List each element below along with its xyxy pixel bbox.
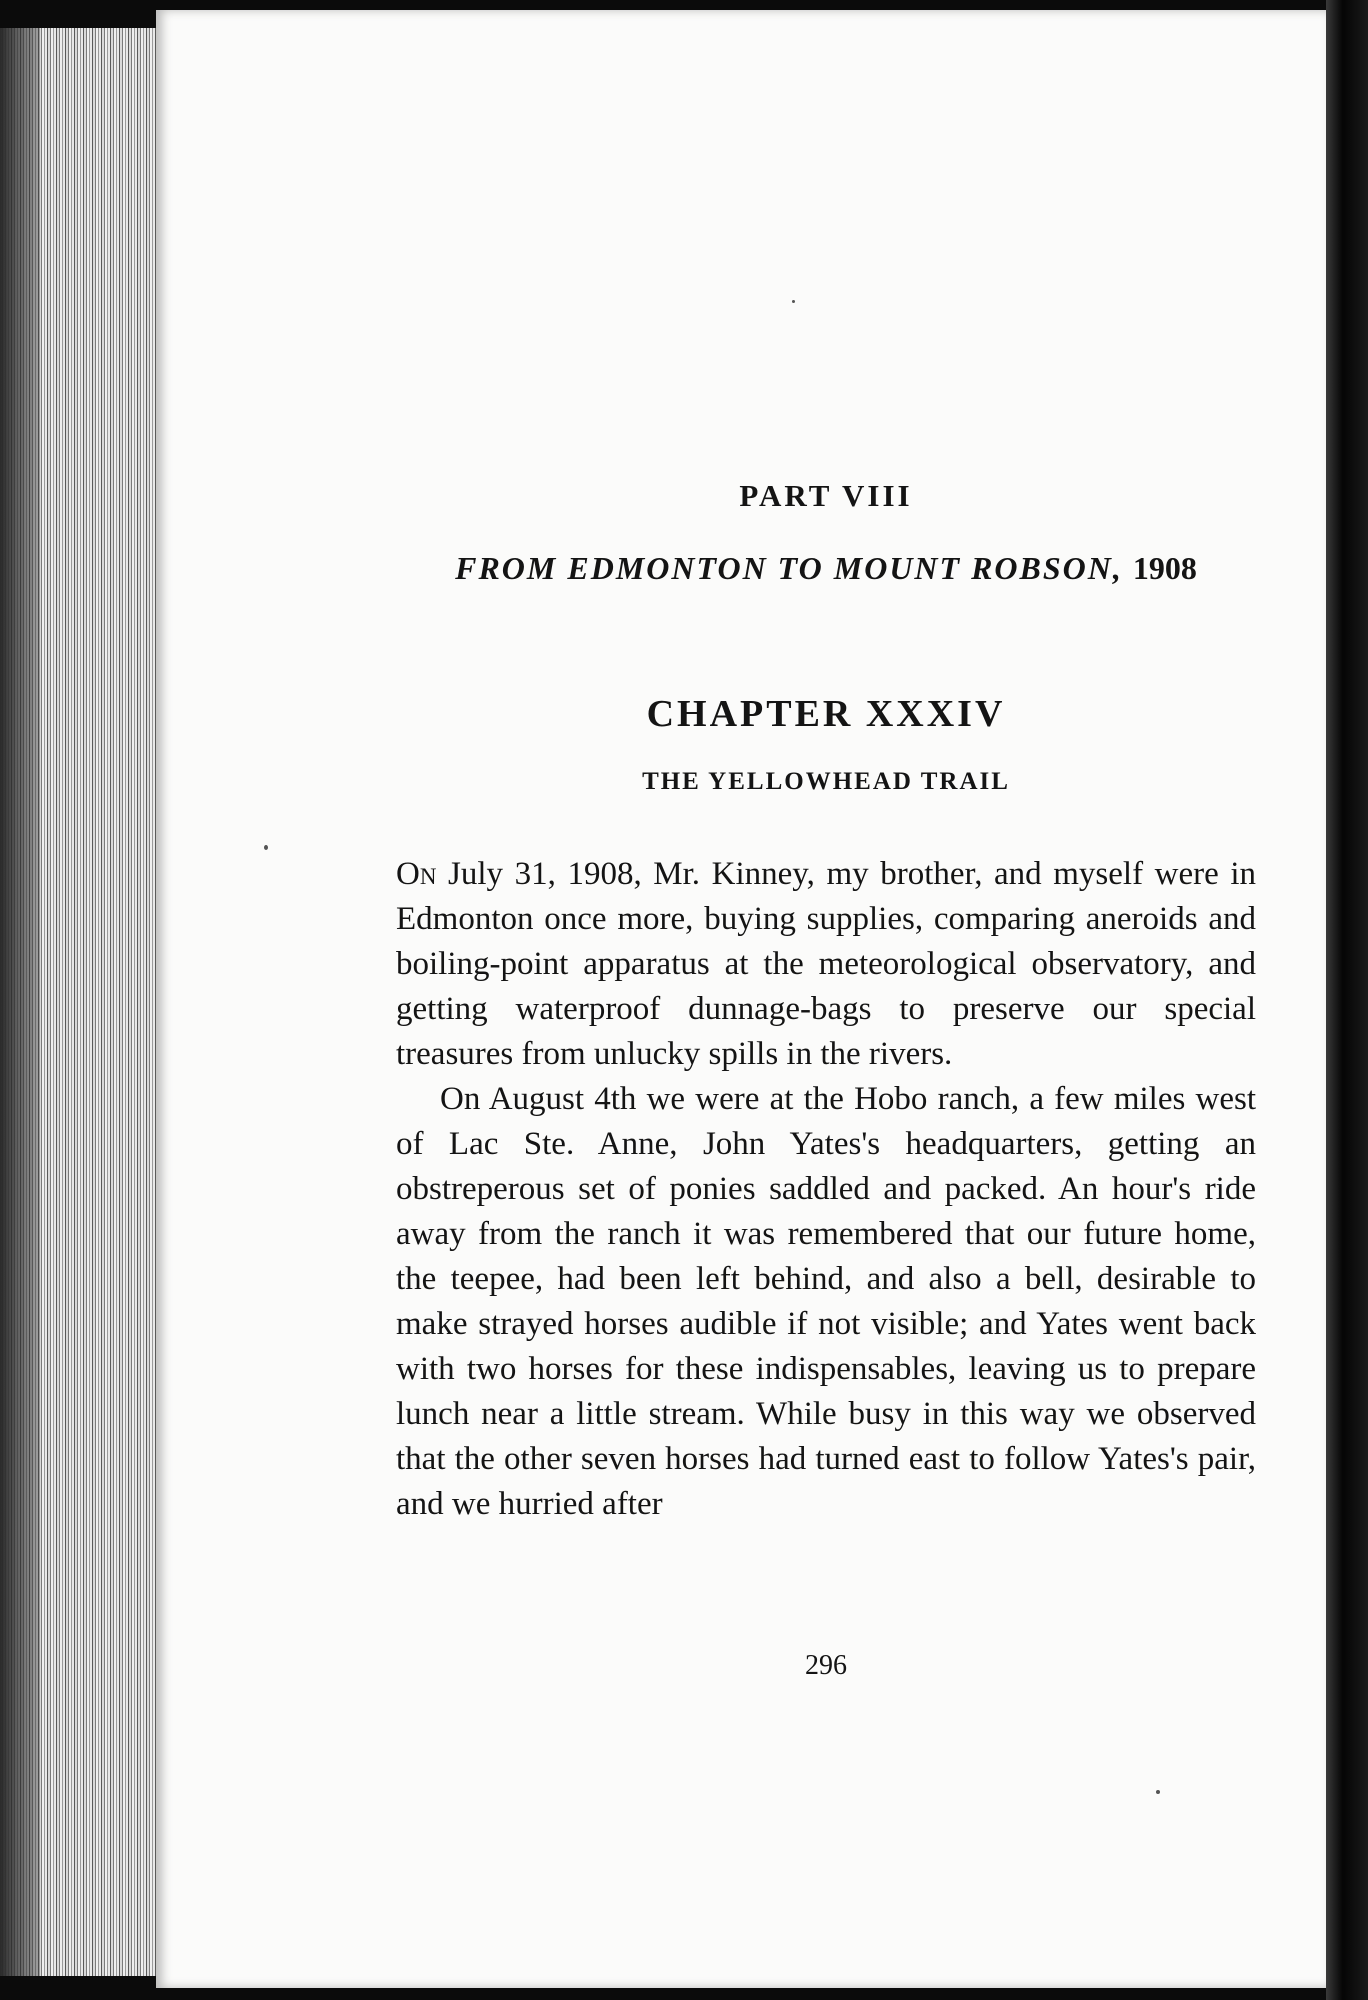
ink-speck <box>792 300 795 303</box>
page-edges-shadow <box>0 1976 168 2000</box>
page-edges-stack <box>0 0 168 2000</box>
part-subtitle-text: FROM EDMONTON TO MOUNT ROBSON, <box>455 550 1123 586</box>
right-page-edge <box>1326 0 1368 2000</box>
page-number: 296 <box>805 1650 847 1681</box>
paragraph-1-text: July 31, 1908, Mr. Kinney, my brother, and myself were in Edmonton once more, buying supplies, comparing aneroids and boiling-point apparatus at the meteorological observatory, and getting waterproof dunnage-bags to preserve our special treasures from unlucky spills in the rivers. <box>396 856 1257 1072</box>
paragraph-2: On August 4th we were at the Hobo ranch, a few miles west of Lac Ste. Anne, John Yates's headquarters, getting an obstreperous set of ponies saddled and packed. An hour's ride away from the ranch it was remembered that our future home, the teepee, had been left behind, and also a bell, desirable to make strayed horses audible if not visible; and Yates went back with two horses for these indispensables, leaving us to prepare lunch near a little stream. While busy in this way we observed that the other seven horses had turned east to follow Yates's pair, and we hurried after <box>396 1081 1256 1522</box>
paragraph-1 <box>396 852 1256 1077</box>
part-subtitle <box>396 550 1256 587</box>
book-page <box>156 10 1326 1988</box>
part-title: PART VIII <box>739 478 913 513</box>
chapter-title: CHAPTER XXXIV <box>646 693 1006 735</box>
opening-word: On <box>396 856 437 892</box>
chapter-subtitle: THE YELLOWHEAD TRAIL <box>642 768 1010 795</box>
chapter-body <box>396 852 1256 1527</box>
ink-speck <box>1156 1790 1160 1794</box>
part-year: 1908 <box>1132 550 1197 586</box>
ink-speck <box>264 845 268 850</box>
